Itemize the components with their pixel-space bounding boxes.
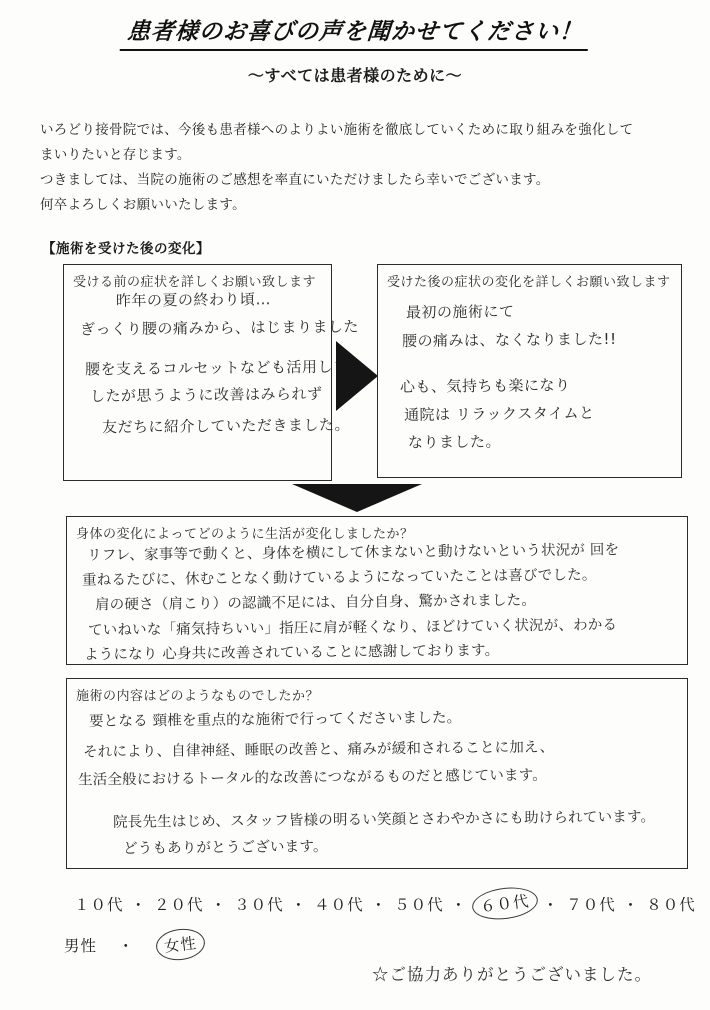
intro-line: つきましては、当院の施術のご感想を率直にいただけましたら幸いでございます。 <box>40 172 550 187</box>
handwritten-line: ていねいな「痛気持ちいい」指圧に肩が軽くなり、ほどけていく状況が、わかる <box>87 617 618 639</box>
right-arrow-icon <box>336 341 378 411</box>
intro-line: 何卒よろしくお願いいたします。 <box>40 197 246 212</box>
separator-dot: ・ <box>370 896 388 914</box>
intro-line: いろどり接骨院では、今後も患者様へのよりよい施術を徹底していくために取り組みを強化して <box>40 122 634 137</box>
gender-option-male: 男性 <box>64 937 98 955</box>
handwritten-line: それにより、自律神経、睡眠の改善と、痛みが緩和されることに加え、 <box>82 739 555 761</box>
section-label: 【施術を受けた後の変化】 <box>42 241 210 256</box>
age-options-row <box>72 888 698 919</box>
intro-paragraph <box>40 117 685 217</box>
handwritten-line: 肩の硬さ（肩こり）の認識不足には、自分自身、驚かされました。 <box>94 592 537 614</box>
handwritten-line: ようになり 心身共に改善されていることに感謝しております。 <box>83 642 500 664</box>
age-option-60s-circled: ６０代 <box>471 884 540 923</box>
separator-dot: ・ <box>450 896 468 914</box>
handwritten-line: したが思うように改善はみられず <box>89 384 323 406</box>
handwritten-line: ぎっくり腰の痛みから、はじまりました <box>79 317 360 339</box>
handwritten-line: 昨年の夏の終わり頃… <box>115 290 272 310</box>
gender-option-female-circled: 女性 <box>154 926 206 963</box>
handwritten-line: 心も、気持ちも楽になり <box>399 376 571 396</box>
handwritten-line: 最初の施術にて <box>405 302 515 322</box>
handwritten-line: 院長先生はじめ、スタッフ皆様の明るい笑顔とさわやかさにも助けられています。 <box>112 809 656 831</box>
treatment-content-box <box>66 678 688 869</box>
handwritten-line: 腰を支えるコルセットなども活用しま <box>84 357 349 379</box>
separator-dot: ・ <box>118 937 135 955</box>
age-option-50s: ５０代 <box>394 896 444 914</box>
handwritten-line: リフレ、家事等で動くと、身体を横にして休まないと動けないという状況が 回を <box>86 542 620 564</box>
age-option-10s: １０代 <box>74 896 124 914</box>
handwritten-line: 腰の痛みは、なくなりました!! <box>401 329 617 351</box>
after-symptoms-box <box>377 264 682 478</box>
handwritten-line: 生活全般におけるトータル的な改善につながるものだと感じています。 <box>77 767 548 789</box>
handwritten-line: 友だちに紹介していただきました。 <box>101 415 351 437</box>
before-symptoms-box <box>63 264 360 481</box>
treatment-content-question: 施術の内容はどのようなものでしたか？ <box>76 688 320 703</box>
handwritten-line: 重ねるたびに、休むことなく動けているようになっていたことは喜びでした。 <box>81 567 597 589</box>
gender-options-row <box>64 929 205 960</box>
separator-dot: ・ <box>210 896 228 914</box>
age-option-30s: ３０代 <box>234 896 284 914</box>
before-symptoms-question: 受ける前の症状を詳しくお願い致します <box>73 274 317 289</box>
down-arrow-icon <box>292 484 422 512</box>
age-option-70s: ７０代 <box>566 896 616 914</box>
age-option-20s: ２０代 <box>154 896 204 914</box>
age-option-40s: ４０代 <box>314 896 364 914</box>
separator-dot: ・ <box>290 896 308 914</box>
page-title: 患者様のお喜びの声を聞かせてください！ <box>120 13 591 51</box>
life-change-box <box>66 516 688 665</box>
separator-dot: ・ <box>130 896 148 914</box>
age-option-80s: ８０代 <box>646 896 696 914</box>
handwritten-line: どうもありがとうございます。 <box>122 838 328 858</box>
handwritten-line: 要となる 頸椎を重点的な施術で行ってくださいました。 <box>88 710 462 730</box>
page-subtitle: ～すべては患者様のために～ <box>247 68 463 85</box>
life-change-question: 身体の変化によってどのように生活が変化しましたか？ <box>76 526 414 541</box>
intro-line: まいりたいと存じます。 <box>40 147 191 162</box>
separator-dot: ・ <box>542 896 560 914</box>
handwritten-line: 通院は リラックスタイムと <box>403 404 595 424</box>
thanks-note: ☆ご協力ありがとうございました。 <box>372 965 652 984</box>
handwritten-line: なりました。 <box>407 432 502 452</box>
after-symptoms-question: 受けた後の症状の変化を詳しくお願い致します <box>387 274 671 289</box>
separator-dot: ・ <box>622 896 640 914</box>
